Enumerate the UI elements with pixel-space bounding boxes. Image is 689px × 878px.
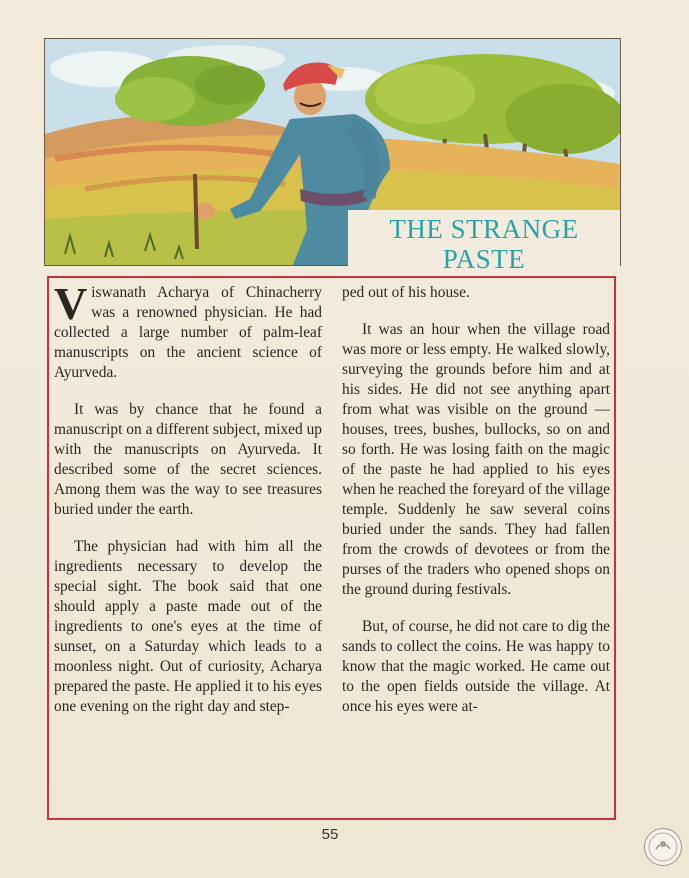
left-column: [54, 278, 322, 734]
paragraph: The physician had with him all the ingredients necessary to develop the special sight. The book said that one should apply a paste made out of the ingredients to one's eyes at the time of sunset, on a Saturday which leads to a moonless night. Out of curiosity, Acharya prepared the paste. He applied it to his eyes one evening on the right day and step-: [54, 538, 322, 715]
paragraph: It was an hour when the village road was more or less empty. He walked slowly, surveying the grounds before him and at his sides. He did not see anything apart from what was visible on the ground — houses, trees, bushes, bullocks, so on and so forth. He was losing faith on the magic of the paste he had applied to his eyes when he reached the foreyard of the village temple. Suddenly he saw several coins buried under the sands. They had fallen from the crowds of devotees or from the purses of the traders who opened shops on the ground during festivals.: [342, 321, 610, 598]
drop-cap: V: [54, 278, 88, 329]
story-title: [348, 214, 620, 274]
paragraph: ped out of his house.: [342, 284, 470, 301]
library-stamp-icon: [644, 828, 682, 866]
paragraph: But, of course, he did not care to dig the sands to collect the coins. He was happy to know that the magic worked. He came out to the open fields outside the village. At once his eyes were at-: [342, 618, 610, 715]
paragraph: [54, 278, 322, 383]
page-number: 55: [321, 826, 339, 843]
story-title-line1: THE STRANGE: [389, 214, 579, 244]
paragraph: It was by chance that he found a manuscript on a different subject, mixed up with the manuscripts on Ayurveda. It described some of the secret sciences. Among them was the way to see treasures buried under the earth.: [54, 401, 322, 518]
paragraph-text: iswanath Acharya of Chinacherry was a renowned physician. He had collected a large number of palm-leaf manuscripts on the ancient science of Ayurveda.: [54, 284, 322, 381]
story-title-line2: PASTE: [442, 244, 526, 274]
right-column: [342, 283, 610, 734]
